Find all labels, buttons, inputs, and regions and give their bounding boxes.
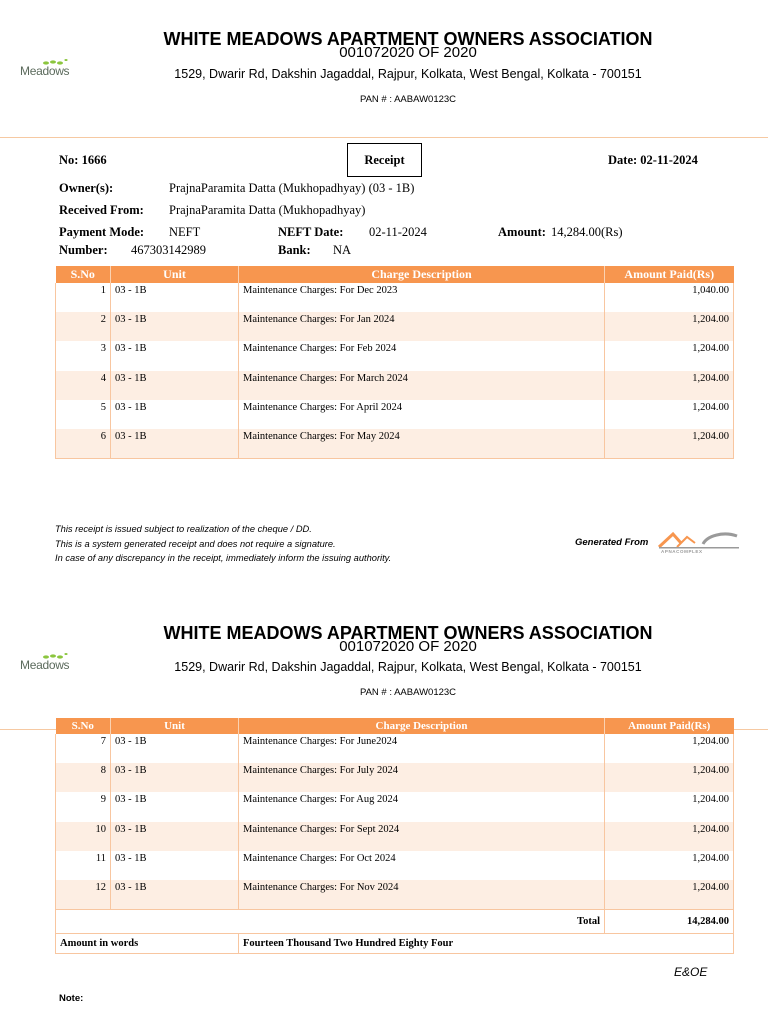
cell-description: Maintenance Charges: For April 2024 — [239, 400, 605, 429]
note-line-1: This receipt is issued subject to realization of the cheque / DD. — [55, 524, 312, 534]
registration-number: 001072020 OF 2020 — [339, 44, 477, 61]
col-header-description: Charge Description — [239, 266, 605, 283]
total-label: Total — [239, 910, 605, 934]
owner-value: PrajnaParamita Datta (Mukhopadhyay) (03 - 1B) — [169, 181, 415, 195]
amount-label: Amount: — [498, 225, 546, 239]
neft-date-label: NEFT Date: — [278, 225, 344, 239]
table-row — [56, 763, 734, 792]
cell-unit: 03 - 1B — [111, 371, 239, 400]
col-header-amount: Amount Paid(Rs) — [605, 266, 734, 283]
cell-unit: 03 - 1B — [111, 822, 239, 851]
table-row — [56, 734, 734, 763]
receipt-date: Date: 02-11-2024 — [608, 153, 698, 167]
cell-unit: 03 - 1B — [111, 312, 239, 341]
apnacomplex-logo — [657, 530, 741, 554]
charges-table-page2 — [55, 718, 734, 910]
cell-sno: 8 — [56, 763, 111, 792]
cell-sno: 5 — [56, 400, 111, 429]
logo-text: Meadows — [20, 64, 70, 78]
amount-in-words-row — [56, 934, 734, 954]
owner-label: Owner(s): — [59, 181, 114, 195]
table-row — [56, 429, 734, 458]
table-header-row — [56, 718, 734, 734]
cell-amount: 1,204.00 — [605, 763, 734, 792]
cell-sno: 2 — [56, 312, 111, 341]
receipt-number: No: 1666 — [59, 153, 107, 167]
bank-label: Bank: — [278, 243, 311, 257]
note-line-2: This is a system generated receipt and does not require a signature. — [55, 538, 336, 549]
cell-description: Maintenance Charges: For Feb 2024 — [239, 341, 605, 370]
cell-description: Maintenance Charges: For July 2024 — [239, 763, 605, 792]
received-from-value: PrajnaParamita Datta (Mukhopadhyay) — [169, 203, 366, 217]
header-divider — [0, 137, 768, 138]
summary-table — [55, 909, 734, 954]
cell-sno: 12 — [56, 880, 111, 909]
cell-amount: 1,204.00 — [605, 371, 734, 400]
col-header-sno: S.No — [56, 266, 111, 283]
table-row — [56, 371, 734, 400]
col-header-amount: Amount Paid(Rs) — [605, 718, 734, 734]
neft-date-value: 02-11-2024 — [369, 225, 427, 239]
total-spacer — [56, 910, 239, 934]
number-label: Number: — [59, 243, 108, 257]
cell-description: Maintenance Charges: For Nov 2024 — [239, 880, 605, 909]
cell-unit: 03 - 1B — [111, 429, 239, 458]
col-header-unit: Unit — [111, 266, 239, 283]
col-header-unit: Unit — [111, 718, 239, 734]
cell-amount: 1,204.00 — [605, 734, 734, 763]
table-row — [56, 792, 734, 821]
cell-sno: 7 — [56, 734, 111, 763]
cell-description: Maintenance Charges: For Jan 2024 — [239, 312, 605, 341]
cell-unit: 03 - 1B — [111, 880, 239, 909]
table-header-row — [56, 266, 734, 283]
cell-sno: 9 — [56, 792, 111, 821]
cell-unit: 03 - 1B — [111, 341, 239, 370]
cell-amount: 1,204.00 — [605, 341, 734, 370]
total-row — [56, 910, 734, 934]
cell-amount: 1,204.00 — [605, 880, 734, 909]
cell-description: Maintenance Charges: For Dec 2023 — [239, 283, 605, 312]
cell-description: Maintenance Charges: For June2024 — [239, 734, 605, 763]
charges-table-page1 — [55, 266, 734, 459]
cell-sno: 1 — [56, 283, 111, 312]
note-line-3: In case of any discrepancy in the receipt, immediately inform the issuing authority. — [55, 553, 392, 563]
pan-number: PAN # : AABAW0123C — [359, 94, 457, 105]
association-title: WHITE MEADOWS APARTMENT OWNERS ASSOCIATION — [163, 29, 653, 49]
eoe-label: E&OE — [674, 965, 708, 979]
col-header-sno: S.No — [56, 718, 111, 734]
cell-unit: 03 - 1B — [111, 851, 239, 880]
cell-description: Maintenance Charges: For March 2024 — [239, 371, 605, 400]
association-address: 1529, Dwarir Rd, Dakshin Jagaddal, Rajpur, Kolkata, West Bengal, Kolkata - 700151 — [174, 67, 642, 81]
cell-amount: 1,204.00 — [605, 312, 734, 341]
cell-amount: 1,204.00 — [605, 400, 734, 429]
number-value: 467303142989 — [131, 243, 206, 257]
table-row — [56, 880, 734, 909]
note-label: Note: — [59, 993, 84, 1004]
cell-unit: 03 - 1B — [111, 734, 239, 763]
cell-amount: 1,204.00 — [605, 851, 734, 880]
cell-sno: 4 — [56, 371, 111, 400]
receipt-title: Receipt — [347, 143, 422, 177]
total-value: 14,284.00 — [605, 910, 734, 934]
cell-description: Maintenance Charges: For Sept 2024 — [239, 822, 605, 851]
cell-description: Maintenance Charges: For May 2024 — [239, 429, 605, 458]
amount-in-words-value: Fourteen Thousand Two Hundred Eighty Four — [239, 934, 734, 954]
payment-mode-label: Payment Mode: — [59, 225, 145, 239]
table-row — [56, 341, 734, 370]
cell-amount: 1,204.00 — [605, 429, 734, 458]
table-row — [56, 822, 734, 851]
cell-description: Maintenance Charges: For Aug 2024 — [239, 792, 605, 821]
cell-unit: 03 - 1B — [111, 763, 239, 792]
cell-amount: 1,204.00 — [605, 822, 734, 851]
generated-from-label: Generated From — [575, 537, 649, 548]
received-from-label: Received From: — [59, 203, 144, 217]
payment-mode-value: NEFT — [169, 225, 201, 239]
cell-sno: 11 — [56, 851, 111, 880]
cell-sno: 10 — [56, 822, 111, 851]
table-row — [56, 312, 734, 341]
pan-number-page2: PAN # : AABAW0123C — [359, 687, 457, 698]
logo-text: Meadows — [20, 658, 70, 672]
table-row — [56, 400, 734, 429]
cell-description: Maintenance Charges: For Oct 2024 — [239, 851, 605, 880]
cell-sno: 6 — [56, 429, 111, 458]
amount-value: 14,284.00(Rs) — [551, 225, 623, 239]
amount-in-words-label: Amount in words — [56, 934, 239, 954]
cell-unit: 03 - 1B — [111, 400, 239, 429]
registration-number-page2: 001072020 OF 2020 — [339, 638, 477, 655]
apnacomplex-logo-text: APNACOMPLEX — [661, 549, 703, 554]
cell-unit: 03 - 1B — [111, 283, 239, 312]
receipt-notes — [55, 522, 391, 566]
table-row — [56, 851, 734, 880]
table-row — [56, 283, 734, 312]
cell-amount: 1,040.00 — [605, 283, 734, 312]
association-title-page2: WHITE MEADOWS APARTMENT OWNERS ASSOCIATION — [163, 623, 653, 643]
cell-unit: 03 - 1B — [111, 792, 239, 821]
col-header-description: Charge Description — [239, 718, 605, 734]
association-address-page2: 1529, Dwarir Rd, Dakshin Jagaddal, Rajpur, Kolkata, West Bengal, Kolkata - 700151 — [174, 660, 642, 674]
cell-sno: 3 — [56, 341, 111, 370]
bank-value: NA — [333, 243, 352, 257]
cell-amount: 1,204.00 — [605, 792, 734, 821]
